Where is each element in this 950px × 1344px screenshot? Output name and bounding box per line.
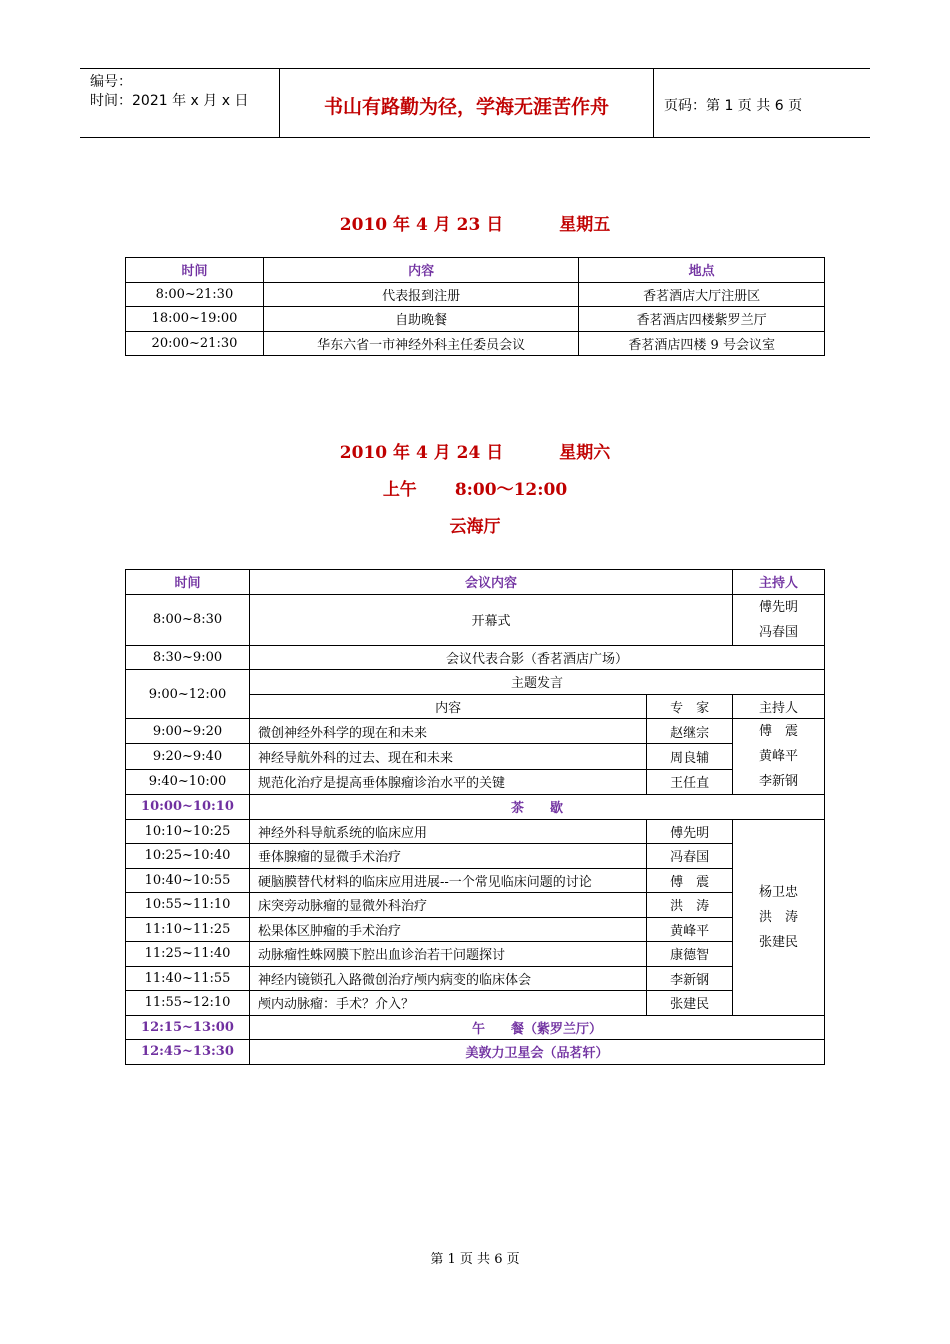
row-time: 11:55~12:10	[126, 991, 250, 1016]
moderator-name: 傅 震	[759, 724, 799, 739]
row-time: 20:00~21:30	[126, 331, 264, 356]
day1-date: 2010 年 4 月 23 日	[339, 215, 504, 235]
row-expert: 李新钢	[647, 966, 733, 991]
page-footer: 第 1 页 共 6 页	[430, 1252, 520, 1267]
row-expert: 洪 涛	[647, 893, 733, 918]
table-row-opening	[126, 594, 825, 645]
table-row-photo	[126, 645, 825, 670]
row-expert: 康德智	[647, 942, 733, 967]
table-row	[126, 966, 825, 991]
row-time: 10:55~11:10	[126, 893, 250, 918]
table-row	[126, 282, 825, 307]
motto: 书山有路勤为径，学海无涯苦作舟	[280, 69, 654, 137]
lunch-label: 午 餐（紫罗兰厅）	[249, 1015, 824, 1040]
table-row	[126, 893, 825, 918]
block1-moderators	[733, 719, 825, 795]
row-content: 开幕式	[249, 594, 732, 645]
row-time: 11:25~11:40	[126, 942, 250, 967]
col-header-content: 内容	[263, 258, 578, 283]
opening-moderators	[733, 594, 825, 645]
row-time: 10:25~10:40	[126, 844, 250, 869]
session-label: 上午	[382, 480, 417, 500]
row-expert: 傅先明	[647, 819, 733, 844]
number-label: 编号：	[90, 74, 132, 90]
keynote-title: 主题发言	[249, 670, 824, 695]
row-topic: 神经外科导航系统的临床应用	[249, 819, 646, 844]
moderator-name: 洪 涛	[759, 909, 799, 925]
page-header	[80, 68, 870, 138]
row-time: 12:15~13:00	[126, 1015, 250, 1040]
tea-break-label: 茶 歇	[249, 795, 824, 820]
day2-schedule-table	[125, 569, 825, 1065]
row-expert: 冯春国	[647, 844, 733, 869]
row-time: 12:45~13:30	[126, 1040, 250, 1065]
subheader-content: 内容	[249, 694, 646, 719]
row-time: 10:00~10:10	[126, 795, 250, 820]
row-time: 8:30~9:00	[126, 645, 250, 670]
table-row-tea-break	[126, 795, 825, 820]
table-row	[126, 819, 825, 844]
subheader-moderator: 主持人	[733, 694, 825, 719]
moderator-name: 冯春国	[759, 624, 799, 640]
day2-date: 2010 年 4 月 24 日	[339, 443, 504, 463]
moderator-name: 张建民	[759, 934, 799, 950]
table-row	[126, 917, 825, 942]
row-content: 自助晚餐	[263, 307, 578, 332]
table-header-row	[126, 570, 825, 595]
row-content: 代表报到注册	[263, 282, 578, 307]
block2-moderators	[733, 819, 825, 1015]
row-time: 8:00~8:30	[126, 594, 250, 645]
header-meta	[80, 69, 280, 137]
session-time: 8:00～12:00	[454, 480, 568, 500]
table-row	[126, 744, 825, 769]
col-header-time: 时间	[126, 570, 250, 595]
day1-weekday: 星期五	[559, 215, 611, 235]
session-heading	[0, 475, 950, 500]
table-row	[126, 331, 825, 356]
row-time: 10:40~10:55	[126, 868, 250, 893]
row-time: 11:10~11:25	[126, 917, 250, 942]
row-time: 18:00~19:00	[126, 307, 264, 332]
moderator-name: 黄峰平	[759, 749, 799, 764]
row-place: 香茗酒店大厅注册区	[579, 282, 825, 307]
table-row-satellite	[126, 1040, 825, 1065]
row-topic: 垂体腺瘤的显微手术治疗	[249, 844, 646, 869]
row-time: 9:20~9:40	[126, 744, 250, 769]
row-topic: 神经内镜锁孔入路微创治疗颅内病变的临床体会	[249, 966, 646, 991]
row-topic: 床突旁动脉瘤的显微外科治疗	[249, 893, 646, 918]
row-topic: 硬脑膜替代材料的临床应用进展--一个常见临床问题的讨论	[249, 868, 646, 893]
row-time: 9:40~10:00	[126, 769, 250, 794]
row-time: 9:00~9:20	[126, 719, 250, 744]
row-time: 11:40~11:55	[126, 966, 250, 991]
table-row	[126, 307, 825, 332]
row-time: 8:00~21:30	[126, 282, 264, 307]
page-label: 页码：第 1 页 共 6 页	[664, 98, 803, 114]
row-expert: 傅 震	[647, 868, 733, 893]
col-header-time: 时间	[126, 258, 264, 283]
moderator-name: 杨卫忠	[759, 884, 799, 900]
row-expert: 黄峰平	[647, 917, 733, 942]
table-row-lunch	[126, 1015, 825, 1040]
moderator-name: 李新钢	[759, 774, 799, 789]
row-expert: 王任直	[647, 769, 733, 794]
row-topic: 神经导航外科的过去、现在和未来	[249, 744, 646, 769]
row-content: 华东六省一市神经外科主任委员会议	[263, 331, 578, 356]
table-row-keynote	[126, 670, 825, 695]
row-expert: 张建民	[647, 991, 733, 1016]
row-topic: 规范化治疗是提高垂体腺瘤诊治水平的关键	[249, 769, 646, 794]
table-row	[126, 769, 825, 794]
table-header-row	[126, 258, 825, 283]
col-header-moderator: 主持人	[733, 570, 825, 595]
row-time: 9:00~12:00	[126, 670, 250, 719]
row-expert: 周良辅	[647, 744, 733, 769]
day1-heading	[0, 210, 950, 235]
row-content: 会议代表合影（香茗酒店广场）	[249, 645, 824, 670]
table-row	[126, 719, 825, 744]
venue-heading: 云海厅	[449, 517, 501, 537]
row-place: 香茗酒店四楼 9 号会议室	[579, 331, 825, 356]
table-row	[126, 991, 825, 1016]
row-place: 香茗酒店四楼紫罗兰厅	[579, 307, 825, 332]
row-time: 10:10~10:25	[126, 819, 250, 844]
moderator-name: 傅先明	[759, 599, 799, 615]
row-topic: 颅内动脉瘤：手术？介入？	[249, 991, 646, 1016]
table-row	[126, 868, 825, 893]
row-topic: 松果体区肿瘤的手术治疗	[249, 917, 646, 942]
table-row	[126, 942, 825, 967]
row-topic: 动脉瘤性蛛网膜下腔出血诊治若干问题探讨	[249, 942, 646, 967]
row-topic: 微创神经外科学的现在和未来	[249, 719, 646, 744]
satellite-label: 美敦力卫星会（品茗轩）	[249, 1040, 824, 1065]
col-header-place: 地点	[579, 258, 825, 283]
table-row	[126, 844, 825, 869]
date-line: 时间：2021 年 x 月 x 日	[90, 93, 249, 109]
row-expert: 赵继宗	[647, 719, 733, 744]
day1-schedule-table	[125, 257, 825, 356]
day2-weekday: 星期六	[559, 443, 611, 463]
col-header-content: 会议内容	[249, 570, 732, 595]
subheader-expert: 专 家	[647, 694, 733, 719]
day2-heading	[0, 438, 950, 463]
